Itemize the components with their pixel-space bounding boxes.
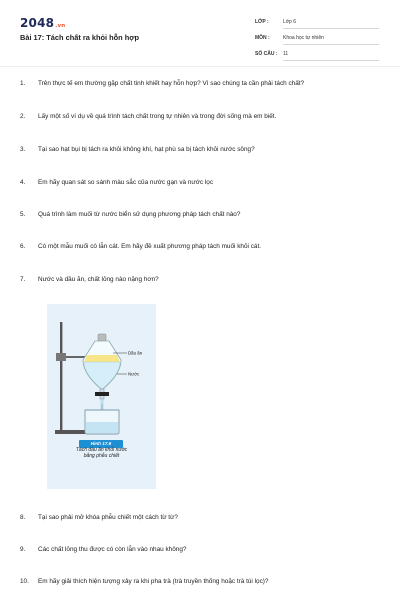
meta-label: LỚP : xyxy=(255,19,269,25)
question-text: Trên thực tế em thường gặp chất tinh khiết hay hỗn hợp? Vì sao chúng ta cần phải tách chất? xyxy=(38,80,305,87)
meta-value: 11 xyxy=(283,51,379,61)
stopcock-handle[interactable] xyxy=(95,392,109,396)
stand-rod xyxy=(60,322,62,432)
site-logo[interactable] xyxy=(20,16,65,30)
clamp-boss xyxy=(56,353,66,361)
figure-caption xyxy=(47,447,156,460)
figure-badge: Hình 17.6 xyxy=(79,440,123,448)
question-item xyxy=(20,113,276,120)
question-text: Có một mẫu muối có lẫn cát. Em hãy đề xuất phương pháp tách muối khỏi cát. xyxy=(38,243,262,250)
question-number: 4. xyxy=(20,179,26,186)
meta-value: Khoa học tự nhiên xyxy=(283,35,379,45)
question-number: 2. xyxy=(20,113,26,120)
question-number: 3. xyxy=(20,146,26,153)
meta-value: Lớp 6 xyxy=(283,19,379,29)
logo-main: 2048 xyxy=(20,16,55,30)
question-text: Các chất lỏng thu được có còn lẫn vào nhau không? xyxy=(38,546,187,553)
question-number: 1. xyxy=(20,80,26,87)
question-item xyxy=(20,146,255,153)
beaker-water xyxy=(86,422,118,433)
oil-label: Dầu ăn xyxy=(128,350,143,356)
meta-label: MÔN : xyxy=(255,35,270,41)
question-number: 7. xyxy=(20,276,26,283)
worksheet-header xyxy=(0,0,400,66)
question-item xyxy=(20,179,213,186)
separatory-funnel-illustration xyxy=(47,304,156,489)
meta-label: SỐ CÂU : xyxy=(255,51,278,57)
question-text: Tại sao hạt bụi bị tách ra khỏi không khí, hạt phù sa bị tách khỏi nước sông? xyxy=(38,146,255,153)
meta-row-class xyxy=(255,16,380,32)
header-divider xyxy=(0,66,400,67)
question-item xyxy=(20,243,261,250)
lesson-meta xyxy=(255,16,380,64)
water-layer xyxy=(84,362,120,389)
question-number: 5. xyxy=(20,211,26,218)
question-number: 9. xyxy=(20,546,26,553)
meta-row-count xyxy=(255,48,380,64)
question-item xyxy=(20,546,186,553)
question-text: Quá trình làm muối từ nước biển sử dụng phương pháp tách chất nào? xyxy=(38,211,241,218)
question-number: 10. xyxy=(20,578,29,585)
question-item xyxy=(20,578,268,585)
question-text: Tại sao phải mở khóa phễu chiết một cách từ từ? xyxy=(38,514,178,521)
question-text: Nước và dầu ăn, chất lỏng nào nặng hơn? xyxy=(38,276,159,283)
water-label: Nước xyxy=(128,371,140,377)
question-text: Lấy một số ví dụ về quá trình tách chất trong tự nhiên và trong đời sống mà em biết. xyxy=(38,113,277,120)
meta-row-subject xyxy=(255,32,380,48)
question-item xyxy=(20,211,240,218)
caption-line: Tách dầu ăn khỏi nước xyxy=(75,447,128,453)
caption-line: bằng phễu chiết xyxy=(83,453,120,460)
question-number: 6. xyxy=(20,243,26,250)
question-text: Em hãy giải thích hiện tượng xảy ra khi pha trà (trà truyền thống hoặc trà túi lọc)? xyxy=(38,578,269,585)
separatory-funnel-figure xyxy=(47,304,156,489)
question-number: 8. xyxy=(20,514,26,521)
funnel-stopper xyxy=(98,334,106,341)
lesson-title: Bài 17: Tách chất ra khỏi hỗn hợp xyxy=(20,33,140,42)
logo-sub: .vn xyxy=(55,23,66,29)
question-item xyxy=(20,276,159,283)
question-item xyxy=(20,514,178,521)
question-item xyxy=(20,80,304,87)
oil-layer xyxy=(84,355,120,362)
question-text: Em hãy quan sát so sánh màu sắc của nước gạn và nước lọc xyxy=(38,179,214,186)
